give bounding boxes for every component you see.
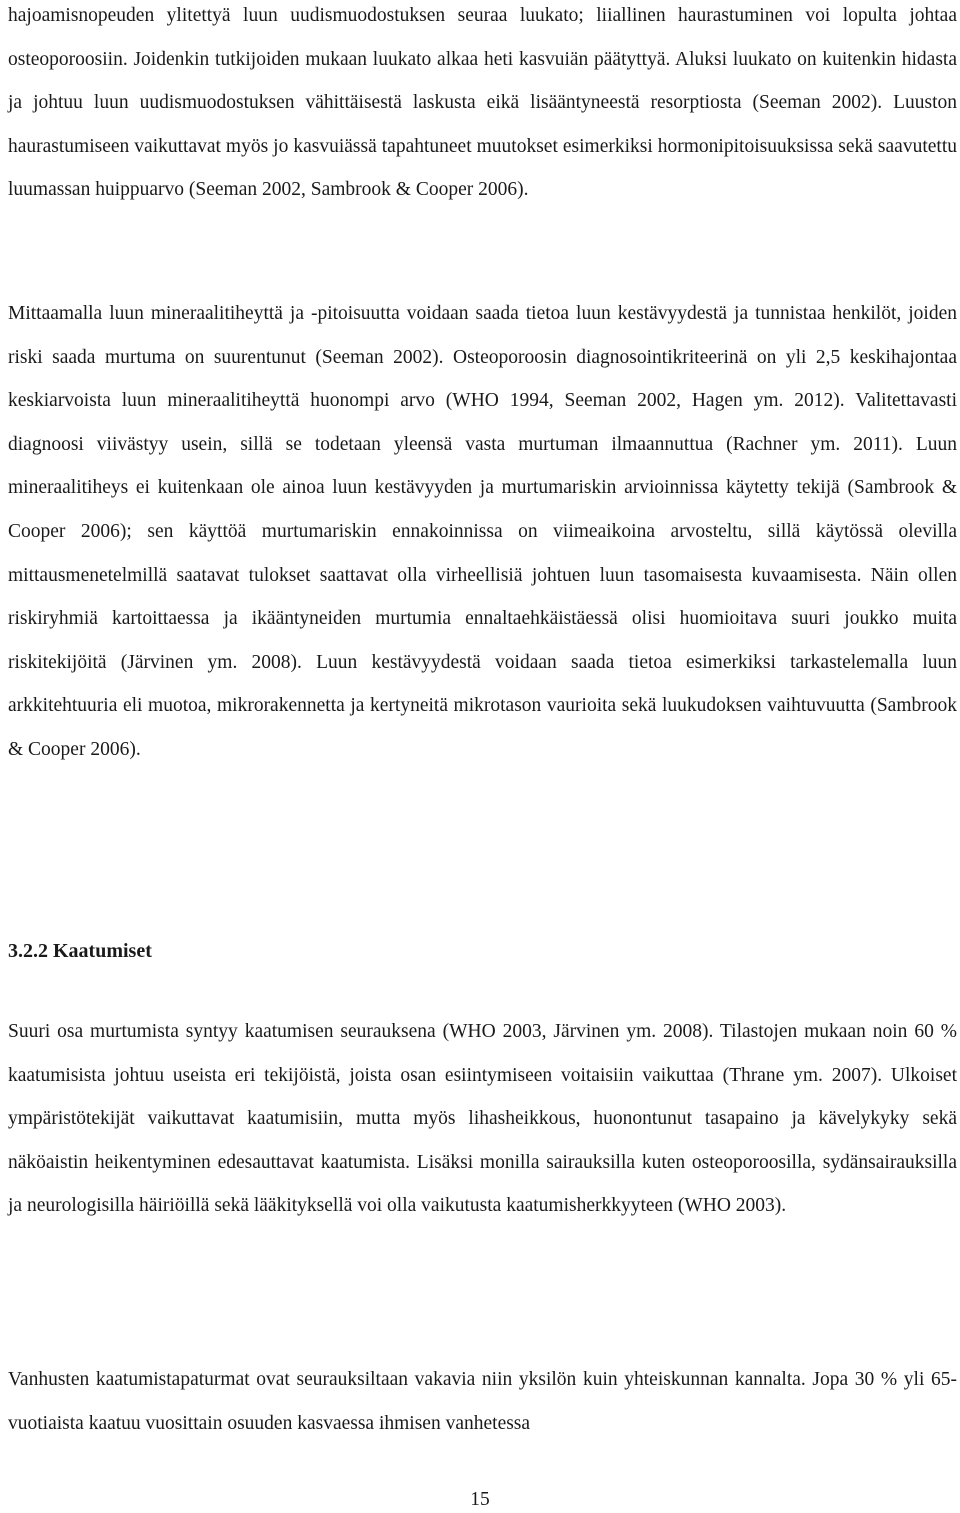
page-number: 15	[470, 1489, 490, 1510]
paragraph-bone-mineral-density: Mittaamalla luun mineraalitiheyttä ja -pitoisuutta voidaan saada tietoa luun kestävyydestä ja tunnistaa henkilöt, joiden riski saada murtuma on suurentunut (Seeman 2002). Osteoporoosin diagnosointikriteerinä on yli 2,5 keskihajontaa keskiarvoista luun mineraalitiheyttä huonompi arvo (WHO 1994, Seeman 2002, Hagen ym. 2012). Valitettavasti diagnoosi viivästyy usein, sillä se todetaan yleensä vasta murtuman ilmaannuttua (Rachner ym. 2011). Luun mineraalitiheys ei kuitenkaan ole ainoa luun kestävyyden ja murtumariskin arvioinnissa käytetty tekijä (Sambrook & Cooper 2006); sen käyttöä murtumariskin ennakoinnissa on viimeaikoina arvosteltu, sillä käytössä olevilla mittausmenetelmillä saatavat tulokset saattavat olla virheellisiä johtuen luun tasomaisesta kuvaamisesta. Näin ollen riskiryhmiä kartoittaessa ja ikääntyneiden murtumia ennaltaehkäistäessä olisi huomioitava suuri joukko muita riskitekijöitä (Järvinen ym. 2008). Luun kestävyydestä voidaan saada tietoa esimerkiksi tarkastelemalla luun arkkitehtuuria eli muotoa, mikrorakennetta ja kertyneitä mikrotason vaurioita sekä luukudoksen vaihtuvuutta (Sambrook & Cooper 2006).	[8, 303, 957, 760]
section-heading: 3.2.2 Kaatumiset	[8, 940, 152, 962]
paragraph-falls-causes: Suuri osa murtumista syntyy kaatumisen seurauksena (WHO 2003, Järvinen ym. 2008). Tilastojen mukaan noin 60 % kaatumisista johtuu useista eri tekijöistä, joista osan esiintymiseen voitaisiin vaikuttaa (Thrane ym. 2007). Ulkoiset ympäristötekijät vaikuttavat kaatumisiin, mutta myös lihasheikkous, huonontunut tasapaino ja kävelykyky sekä näköaistin heikentyminen edesauttavat kaatumista. Lisäksi monilla sairauksilla kuten osteoporoosilla, sydänsairauksilla ja neurologisilla häiriöillä sekä lääkityksellä voi olla vaikutusta kaatumisherkkyyteen (WHO 2003).	[8, 1021, 957, 1217]
paragraph-falls-elderly: Vanhusten kaatumistapaturmat ovat seurauksiltaan vakavia niin yksilön kuin yhteiskunnan kannalta. Jopa 30 % yli 65-vuotiaista kaatuu vuosittain osuuden kasvaessa ihmisen vanhetessa	[8, 1369, 957, 1434]
paragraph-bone-loss: hajoamisnopeuden ylitettyä luun uudismuodostuksen seuraa luukato; liiallinen haurastuminen voi lopulta johtaa osteoporoosiin. Joidenkin tutkijoiden mukaan luukato alkaa heti kasvuiän päätyttyä. Aluksi luukato on kuitenkin hidasta ja johtuu luun uudismuodostuksen vähittäisestä laskusta eikä lisääntyneestä resorptiosta (Seeman 2002). Luuston haurastumiseen vaikuttavat myös jo kasvuiässä tapahtuneet muutokset esimerkiksi hormonipitoisuuksissa sekä saavutettu luumassan huippuarvo (Seeman 2002, Sambrook & Cooper 2006).	[8, 5, 957, 201]
